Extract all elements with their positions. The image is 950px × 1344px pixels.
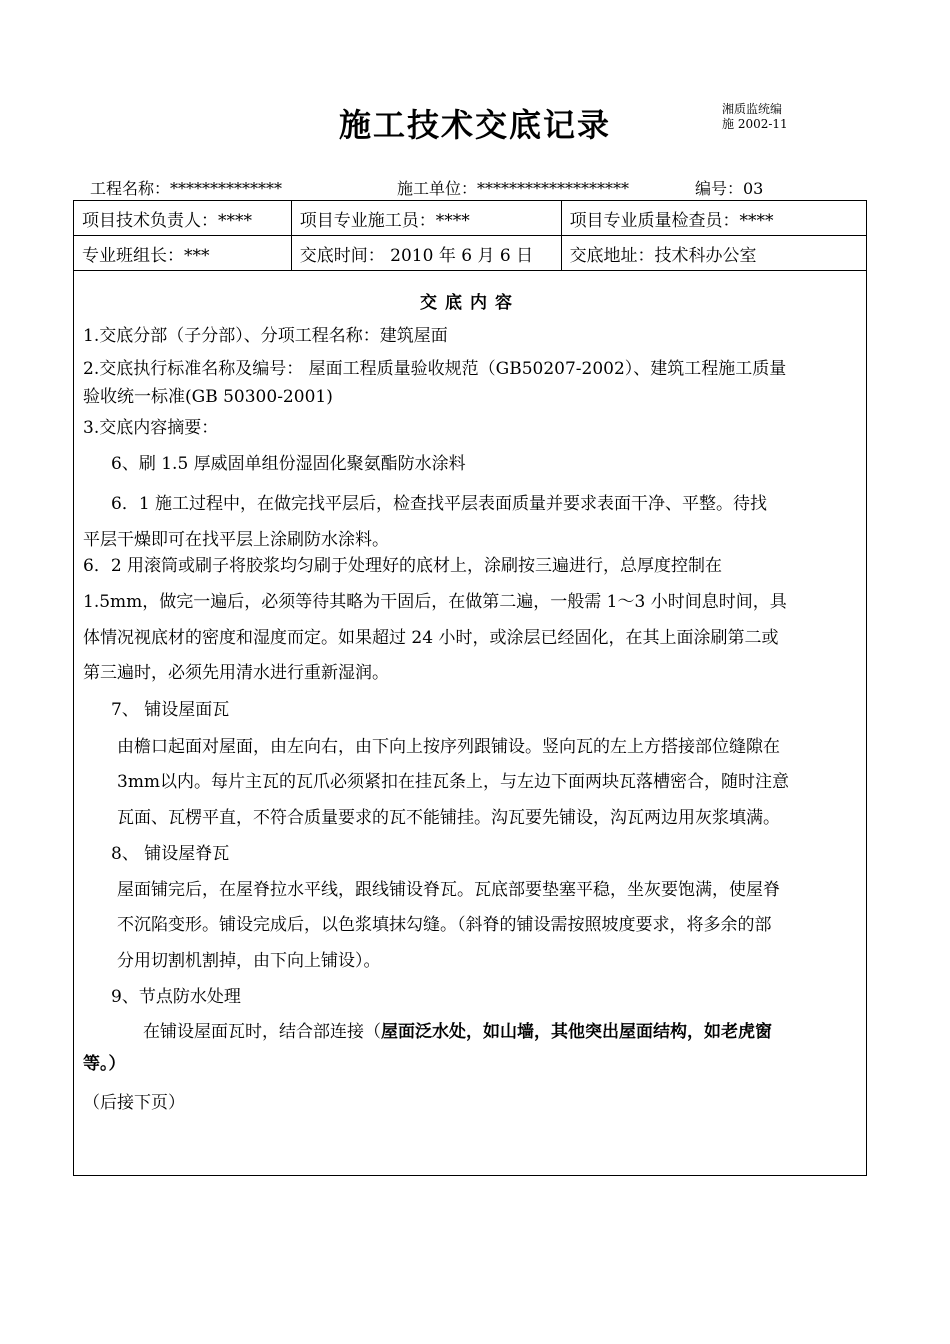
content-line: 3.交底内容摘要： bbox=[83, 418, 219, 438]
form-code-line1: 湘质监统编 bbox=[722, 102, 783, 116]
content-line bbox=[143, 1017, 772, 1042]
content-line: 瓦面、瓦楞平直，不符合质量要求的瓦不能铺挂。沟瓦要先铺设，沟瓦两边用灰浆填满。 bbox=[117, 808, 780, 828]
record-number: 编号：03 bbox=[695, 179, 764, 198]
content-bold-text: 屋面泛水处，如山墙，其他突出屋面结构，如老虎窗 bbox=[381, 1022, 772, 1042]
quality-inspector-cell: 项目专业质量检查员：**** bbox=[561, 201, 866, 236]
content-line: 8、 铺设屋脊瓦 bbox=[111, 844, 230, 864]
continued-note: （后接下页） bbox=[83, 1093, 185, 1113]
content-text: 在铺设屋面瓦时，结合部连接（ bbox=[143, 1022, 381, 1042]
content-line: 1.5mm，做完一遍后，必须等待其略为干固后，在做第二遍，一般需 1～3 小时间息时间，具 bbox=[83, 592, 787, 612]
content-line: 6．2 用滚筒或刷子将胶浆均匀刷于处理好的底材上，涂刷按三遍进行，总厚度控制在 bbox=[83, 556, 723, 576]
project-name: 工程名称：************** bbox=[90, 179, 283, 198]
content-line: 第三遍时，必须先用清水进行重新湿润。 bbox=[83, 663, 389, 683]
briefing-time-cell: 交底时间： 2010 年 6 月 6 日 bbox=[291, 236, 561, 271]
content-line: 9、节点防水处理 bbox=[111, 987, 241, 1007]
content-line: 6．1 施工过程中，在做完找平层后，检查找平层表面质量并要求表面干净、平整。待找 bbox=[111, 494, 768, 514]
content-line: 3mm以内。每片主瓦的瓦爪必须紧扣在挂瓦条上，与左边下面两块瓦落槽密合，随时注意 bbox=[117, 772, 790, 792]
briefing-location-cell: 交底地址：技术科办公室 bbox=[561, 236, 866, 271]
content-line: 验收统一标准(GB 50300-2001) bbox=[83, 387, 333, 407]
briefing-content-box bbox=[73, 270, 867, 1176]
tech-leader-cell: 项目技术负责人：**** bbox=[74, 201, 292, 236]
site-worker-cell: 项目专业施工员：**** bbox=[291, 201, 561, 236]
header-table bbox=[73, 200, 867, 271]
content-line: 平层干燥即可在找平层上涂刷防水涂料。 bbox=[83, 530, 389, 550]
content-line: 屋面铺完后，在屋脊拉水平线，跟线铺设脊瓦。瓦底部要垫塞平稳，坐灰要饱满，使屋脊 bbox=[117, 880, 780, 900]
content-line: 分用切割机割掉，由下向上铺设）。 bbox=[117, 951, 381, 971]
content-line: 不沉陷变形。铺设完成后，以色浆填抹勾缝。（斜脊的铺设需按照坡度要求，将多余的部 bbox=[117, 915, 772, 935]
content-heading: 交底内容 bbox=[420, 293, 520, 313]
team-leader-cell: 专业班组长：*** bbox=[74, 236, 292, 271]
page-title: 施工技术交底记录 bbox=[338, 106, 611, 144]
content-line: 由檐口起面对屋面，由左向右，由下向上按序列跟铺设。竖向瓦的左上方搭接部位缝隙在 bbox=[117, 737, 780, 757]
content-line: 7、 铺设屋面瓦 bbox=[111, 700, 230, 720]
form-code-line2: 施 2002-11 bbox=[722, 117, 788, 131]
content-line: 6、刷 1.5 厚威固单组份湿固化聚氨酯防水涂料 bbox=[111, 454, 466, 474]
content-line: 2.交底执行标准名称及编号： 屋面工程质量验收规范（GB50207-2002）、建筑工程施工质量 bbox=[83, 359, 787, 379]
content-line: 等。） bbox=[83, 1054, 126, 1074]
table-row bbox=[74, 236, 867, 271]
construction-unit: 施工单位：******************* bbox=[397, 179, 630, 198]
table-row bbox=[74, 201, 867, 236]
form-code bbox=[722, 102, 788, 132]
content-line: 体情况视底材的密度和湿度而定。如果超过 24 小时，或涂层已经固化，在其上面涂刷第二或 bbox=[83, 628, 779, 648]
content-line: 1.交底分部（子分部）、分项工程名称：建筑屋面 bbox=[83, 326, 448, 346]
